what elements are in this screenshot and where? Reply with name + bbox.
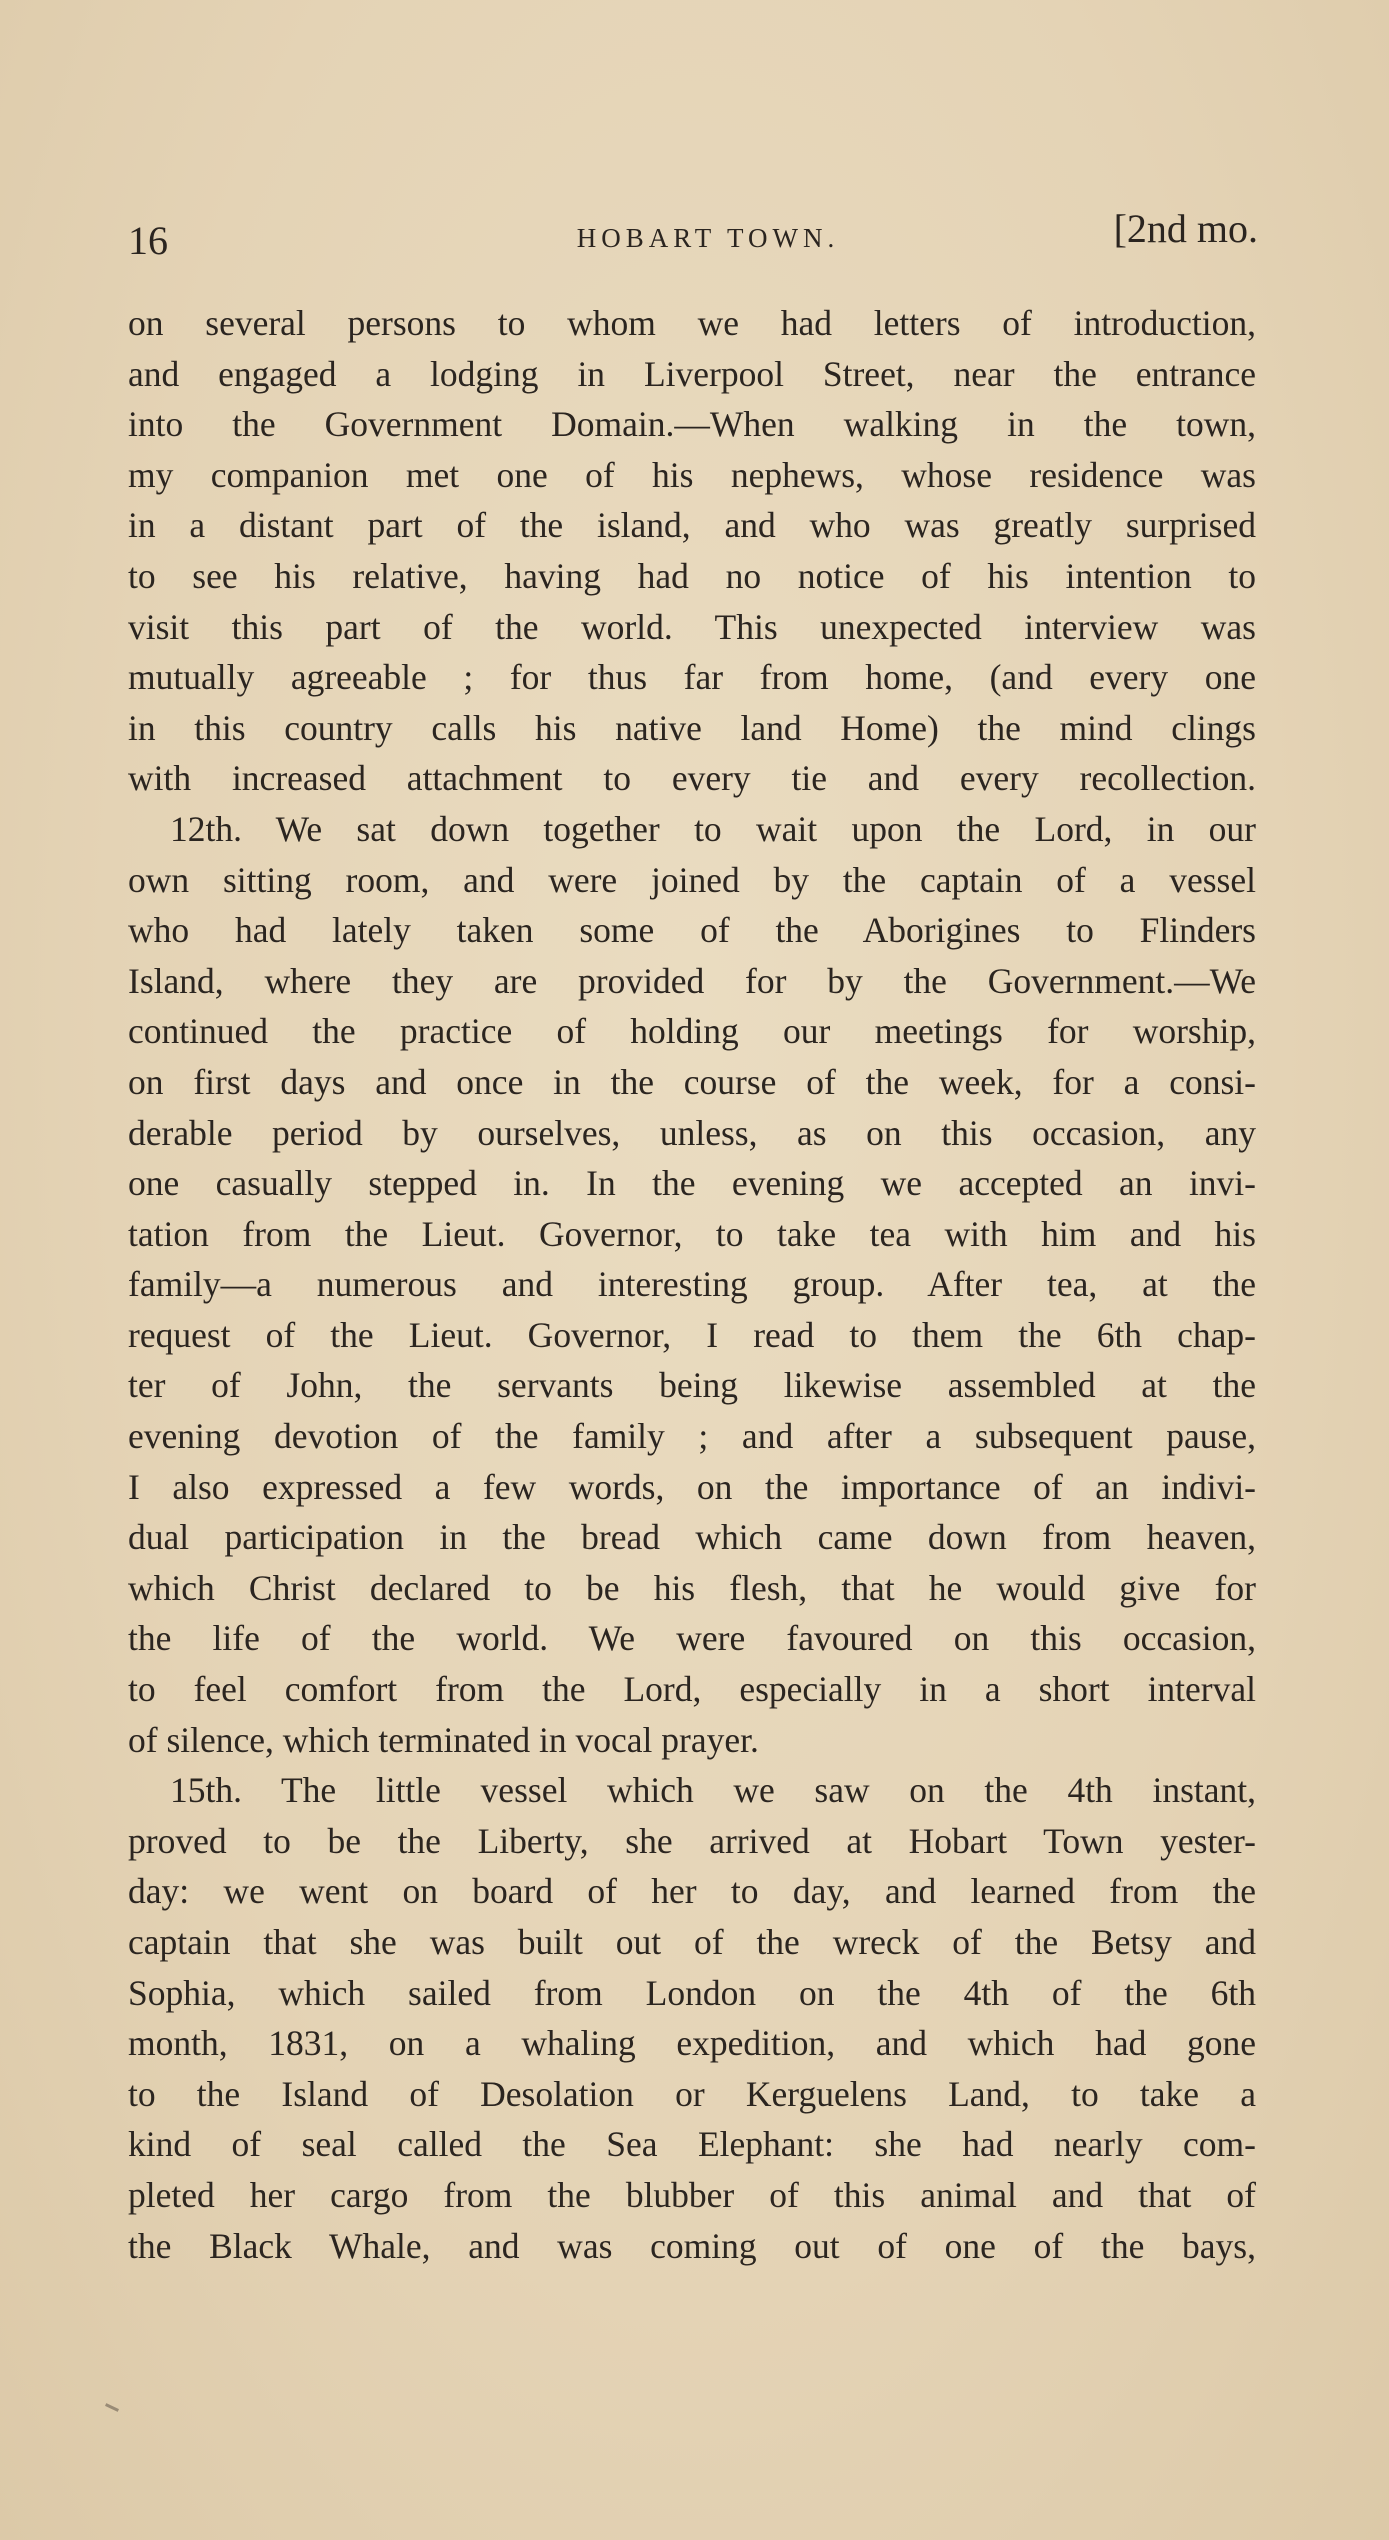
page-header: [128, 205, 1258, 265]
section-mark: [2nd mo.: [1113, 206, 1258, 251]
text-line: ter of John, the servants being likewise assembled at the: [128, 1365, 1256, 1406]
body-text: [128, 298, 1256, 2271]
text-line: Sophia, which sailed from London on the 4th of the 6th: [128, 1972, 1256, 2013]
text-line: evening devotion of the family ; and after a subsequent pause,: [128, 1416, 1256, 1457]
text-line: visit this part of the world. This unexpected interview was: [128, 606, 1256, 647]
text-line: pleted her cargo from the blubber of this animal and that of: [128, 2174, 1256, 2215]
text-line: continued the practice of holding our meetings for worship,: [128, 1011, 1256, 1052]
paragraph-end-line: of silence, which terminated in vocal prayer.: [128, 1719, 759, 1760]
text-line: I also expressed a few words, on the importance of an indivi-: [128, 1466, 1256, 1507]
text-line: request of the Lieut. Governor, I read to them the 6th chap-: [128, 1314, 1256, 1355]
text-line: family—a numerous and interesting group. After tea, at the: [128, 1264, 1256, 1305]
text-line: to see his relative, having had no notice of his intention to: [128, 555, 1256, 596]
text-line: Island, where they are provided for by the Government.—We: [128, 960, 1256, 1001]
text-line: into the Government Domain.—When walking in the town,: [128, 404, 1256, 445]
text-line: with increased attachment to every tie and every recollection.: [128, 758, 1256, 799]
text-line: month, 1831, on a whaling expedition, and which had gone: [128, 2023, 1256, 2064]
text-line: derable period by ourselves, unless, as on this occasion, any: [128, 1112, 1256, 1153]
text-line: the Black Whale, and was coming out of one of the bays,: [128, 2225, 1256, 2266]
text-line: own sitting room, and were joined by the captain of a vessel: [128, 859, 1256, 900]
paragraph-start-line: 15th. The little vessel which we saw on the 4th instant,: [170, 1770, 1256, 1811]
text-line: my companion met one of his nephews, whose residence was: [128, 454, 1256, 495]
text-line: mutually agreeable ; for thus far from home, (and every one: [128, 657, 1256, 698]
text-line: in this country calls his native land Home) the mind clings: [128, 707, 1256, 748]
text-line: one casually stepped in. In the evening we accepted an invi-: [128, 1163, 1256, 1204]
text-line: captain that she was built out of the wreck of the Betsy and: [128, 1922, 1256, 1962]
text-line: and engaged a lodging in Liverpool Street, near the entrance: [128, 353, 1256, 394]
text-line: dual participation in the bread which came down from heaven,: [128, 1517, 1256, 1558]
running-head: HOBART TOWN.: [576, 223, 840, 253]
text-line: to feel comfort from the Lord, especially in a short interval: [128, 1669, 1256, 1710]
page-number: 16: [128, 218, 168, 263]
text-line: who had lately taken some of the Aborigines to Flinders: [128, 910, 1256, 951]
text-line: kind of seal called the Sea Elephant: she had nearly com-: [128, 2124, 1256, 2165]
text-line: which Christ declared to be his flesh, that he would give for: [128, 1567, 1256, 1608]
text-line: on first days and once in the course of the week, for a consi-: [128, 1061, 1256, 1102]
paragraph-start-line: 12th. We sat down together to wait upon the Lord, in our: [170, 808, 1256, 849]
text-line: the life of the world. We were favoured on this occasion,: [128, 1618, 1256, 1659]
text-line: day: we went on board of her to day, and learned from the: [128, 1871, 1256, 1912]
text-line: to the Island of Desolation or Kerguelens Land, to take a: [128, 2073, 1256, 2114]
text-line: on several persons to whom we had letters of introduction,: [128, 303, 1256, 343]
text-line: tation from the Lieut. Governor, to take tea with him and his: [128, 1213, 1256, 1254]
text-line: proved to be the Liberty, she arrived at Hobart Town yester-: [128, 1820, 1256, 1861]
text-line: in a distant part of the island, and who was greatly surprised: [128, 505, 1256, 546]
ink-mark: [105, 2403, 119, 2412]
